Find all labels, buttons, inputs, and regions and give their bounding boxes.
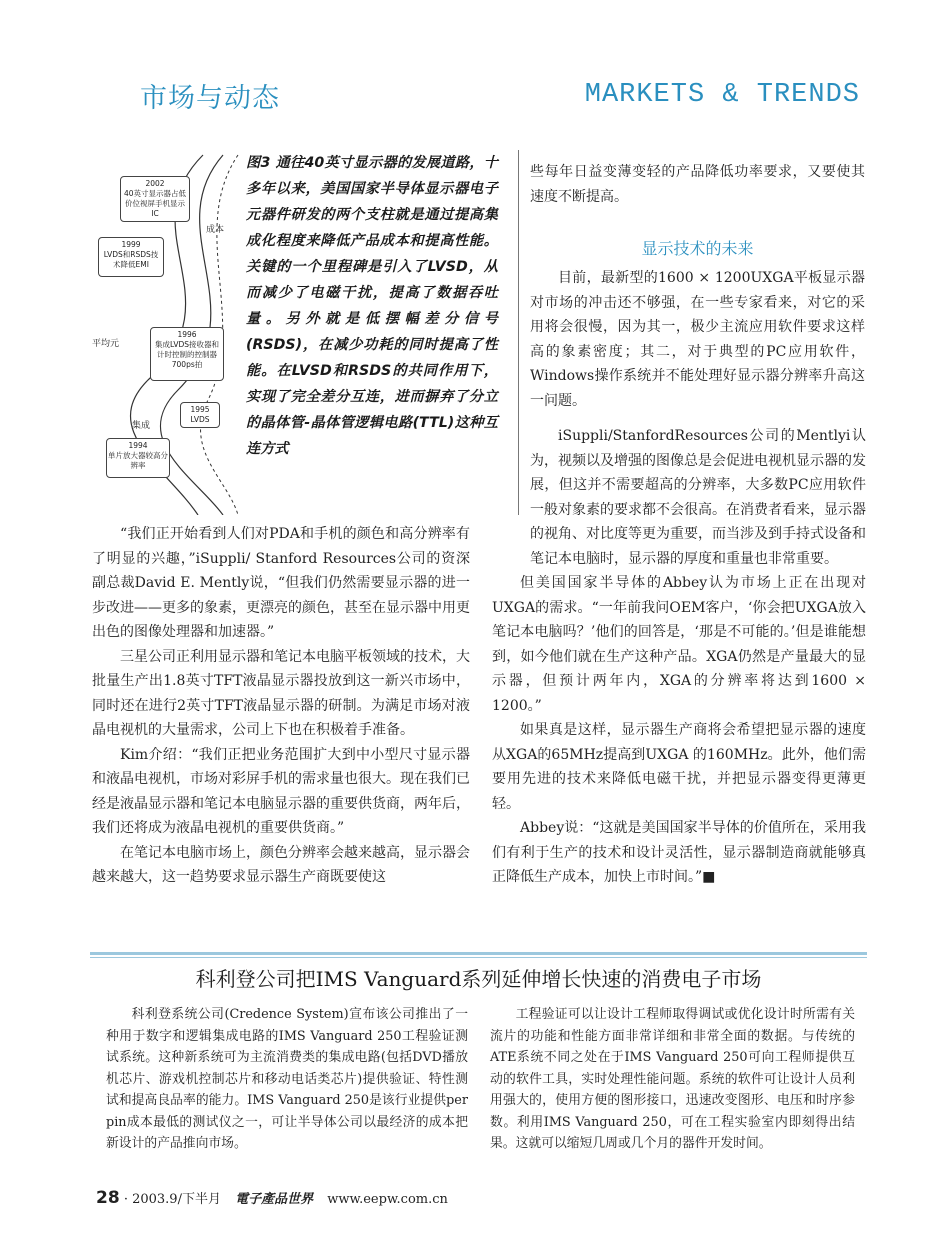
milestone-2002 — [120, 176, 190, 222]
section-title-cn: 市场与动态 — [140, 83, 280, 114]
milestone-year: 1996 — [177, 330, 197, 339]
figure-roadmap — [88, 150, 498, 515]
paragraph: 在笔记本电脑市场上，颜色分辨率会越来越高，显示器会越来越大，这一趋势要求显示器生产商既要使这 — [92, 844, 470, 885]
subheading: 显示技术的未来 — [641, 239, 754, 258]
article-right-top — [530, 160, 865, 209]
milestone-text: LVDS — [190, 415, 210, 424]
paragraph: 如果真是这样，显示器生产商将会希望把显示器的速度从XGA的65MHz提高到UXGA 的160MHz。此外，他们需要用先进的技术来降低电磁干扰，并把显示器变得更薄更轻。 — [492, 722, 866, 812]
milestone-text: 单片放大器较高分辨率 — [108, 451, 168, 470]
milestone-year: 1995 — [190, 405, 210, 414]
milestone-1999 — [98, 237, 164, 277]
paragraph: iSuppli/StanfordResources公司的Mentlyi认为，视频以及增强的图像总是会促进电视机显示器的发展，但这并不需要超高的分辨率，大多数PC应用软件一般对象素的要求都不会很高。在消费者看来，显示器的视角、对比度等更为重要，而当涉及到手持式设备和笔记本电脑时，显示器的厚度和重量也非常重要。 — [530, 428, 866, 567]
page-number: 28 — [96, 1188, 120, 1208]
paragraph: “我们正开始看到人们对PDA和手机的颜色和高分辨率有了明显的兴趣，”iSuppli/ Stanford Resources公司的资深副总裁David E. Mently说，“但我们仍然需要显示器的进一步改进——更多的象素，更漂亮的颜色，甚至在显示器中用更出色的图像处理器和加速器。” — [92, 526, 470, 640]
news-separator-thin — [90, 957, 867, 958]
paragraph: 目前，最新型的1600 × 1200UXGA平板显示器对市场的冲击还不够强，在一些专家看来，对它的采用将会很慢，因为其一，极少主流应用软件要求这样高的象素密度；其二，对于典型的PC应用软件，Windows操作系统并不能处理好显示器分辨率升高这一问题。 — [530, 270, 865, 409]
paragraph: 但美国国家半导体的Abbey认为市场上正在出现对UXGA的需求。“一年前我问OEM客户，‘你会把UXGA放入笔记本电脑吗？’他们的回答是，‘那是不可能的。’但是谁能想到，如今他们就在生产这种产品。XGA仍然是产量最大的显示器，但预计两年内，XGA的分辨率将达到1600 × 1200。” — [492, 575, 866, 714]
magazine-logo: 電子產品世界 — [235, 1192, 314, 1207]
milestone-year: 1994 — [128, 441, 148, 450]
news-separator-thick — [90, 952, 867, 955]
curve-label-cost: 成本 — [206, 225, 225, 235]
article-left-col — [92, 522, 470, 890]
paragraph — [492, 816, 866, 890]
paragraph: 科利登系统公司(Credence System)宣布该公司推出了一种用于数字和逻辑集成电路的IMS Vanguard 250工程验证测试系统。这种新系统可为主流消费类的集成电路(包括DVD播放机芯片、游戏机控制芯片和移动电话类芯片)提供验证、特性测试和提高良品率的能力。IMS Vanguard 250是该行业提供per pin成本最低的测试仪之一，可让半导体公司以最经济的成本把新设计的产品推向市场。 — [106, 1007, 468, 1151]
section-title-en: MARKETS & TRENDS — [584, 80, 860, 110]
issue-date: 2003.9/下半月 — [132, 1192, 221, 1207]
milestone-year: 2002 — [145, 179, 165, 188]
footer-separator: · — [123, 1192, 128, 1207]
paragraph: 工程验证可以让设计工程师取得调试或优化设计时所需有关流片的功能和性能方面非常详细和非常全面的数据。与传统的ATE系统不同之处在于IMS Vanguard 250可向工程师提供互动的软件工具，实时处理性能问题。系统的软件可让设计人员利用强大的，使用方便的图形接口，迅速改变图形、电压和时序参数。利用IMS Vanguard 250，可在工程实验室内即刻得出结果。这就可以缩短几周或几个月的器件开发时间。 — [490, 1007, 855, 1151]
milestone-text: LVDS和RSDS技术降低EMI — [103, 250, 159, 269]
news-right-col — [490, 1004, 855, 1155]
curve-label-integration: 集成 — [132, 421, 151, 431]
milestone-1996 — [150, 327, 224, 381]
article-right-col — [492, 424, 866, 890]
milestone-1995 — [180, 402, 220, 428]
milestone-1994 — [106, 438, 170, 478]
news-left-col — [106, 1004, 468, 1155]
end-mark: ■ — [702, 869, 716, 885]
paragraph: 些每年日益变薄变轻的产品降低功率要求，又要使其速度不断提高。 — [530, 164, 865, 205]
article-right-mid-a — [530, 266, 865, 413]
paragraph-text: Abbey说：“这就是美国国家半导体的价值所在，采用我们有利于生产的技术和设计灵活性，显示器制造商就能够真正降低生产成本，加快上市时间。” — [492, 820, 866, 885]
paragraph: 三星公司正利用显示器和笔记本电脑平板领域的技术，大批量生产出1.8英寸TFT液晶显示器投放到这一新兴市场中，同时还在进行2英寸TFT液晶显示器的研制。为满足市场对液晶电视机的大量需求，公司上下也在积极着手准备。 — [92, 648, 470, 738]
figure-caption: 图3 通往40英寸显示器的发展道路，十多年以来，美国国家半导体显示器电子元器件研发的两个支柱就是通过提高集成化程度来降低产品成本和提高性能。关键的一个里程碑是引入了LVSD，从而减少了电磁干扰，提高了数据吞吐量。另外就是低摆幅差分信号(RSDS)，在减少功耗的同时提高了性能。在LVSD和RSDS的共同作用下，实现了完全差分互连，进而摒弃了分立的晶体管-晶体管逻辑电路(TTL)这种互连方式 — [246, 155, 498, 457]
milestone-year: 1999 — [121, 240, 141, 249]
paragraph: Kim介绍：“我们正把业务范围扩大到中小型尺寸显示器和液晶电视机，市场对彩屏手机的需求量也很大。现在我们已经是液晶显示器和笔记本电脑显示器的重要供货商，两年后，我们还将成为液晶电视机的重要供货商。” — [92, 746, 470, 836]
curve-label-average: 平均元 — [92, 339, 120, 349]
milestone-text: 集成LVDS接收器和计时控制的控制器700ps拍 — [154, 340, 220, 369]
news-title: 科利登公司把IMS Vanguard系列延伸增长快速的消费电子市场 — [195, 967, 762, 991]
milestone-text: 40英寸显示器占低价位视屏手机显示IC — [123, 189, 187, 218]
website-link[interactable]: www.eepw.com.cn — [327, 1192, 448, 1207]
page-footer — [96, 1188, 448, 1208]
